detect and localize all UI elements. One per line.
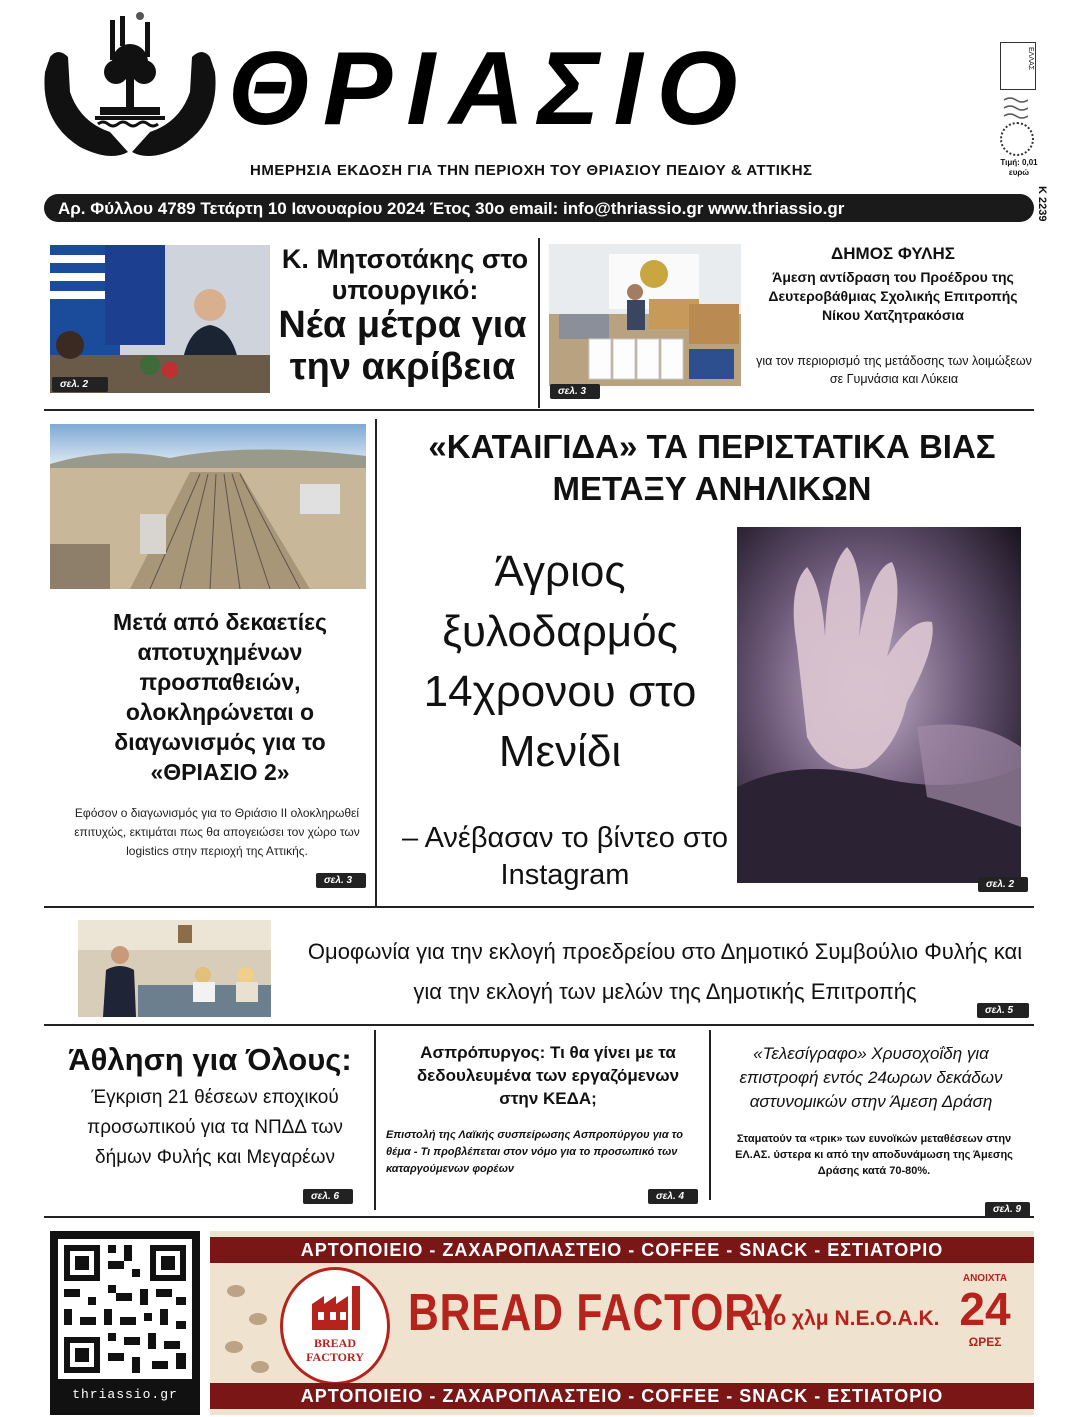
sports-headline[interactable]: Άθληση για Όλους: [68,1042,352,1077]
qr-code-icon [58,1239,192,1379]
bread-factory-ad[interactable] [210,1231,1034,1415]
aspropyrgos-body: Επιστολή της Λαϊκής συσπείρωσης Ασπροπύργου για το θέμα - Τι προβλέπεται στον νόμο για το προσωπικό των καταργούμενων φορέων [386,1129,683,1175]
thriasio-aerial-photo [50,424,366,589]
thriasio2-headline[interactable]: Μετά από δεκαετίες αποτυχημένων προσπαθειών, ολοκληρώνεται ο διαγωνισμός για το «ΘΡΙΑΣΙΟ 2» [113,609,327,785]
ad-open-top: ΑΝΟΙΧΤΑ [962,1273,1008,1284]
mitsotakis-headline-top[interactable]: Κ. Μητσοτάκης στο υπουργικό: [281,244,529,305]
fyli-headline[interactable]: Άμεση αντίδραση του Προέδρου της Δευτεροβάθμιας Σχολικής Επιτροπής Νίκου Χατζητρακόσια [768,269,1018,323]
ad-brand: BREAD FACTORY [408,1284,784,1342]
factory-building-icon [308,1282,368,1332]
page-tag-lead: σελ. 2 [978,877,1028,892]
masthead-logo [40,12,220,162]
ad-strip-top: ΑΡΤΟΠΟΙΕΙΟ - ΖΑΧΑΡΟΠΛΑΣΤΕΙΟ - COFFEE - SNACK - ΕΣΤΙΑΤΟΡΙΟ [210,1237,1034,1263]
mitsotakis-photo [50,245,270,393]
sports-body: Έγκριση 21 θέσεων εποχικού προσωπικού για τα ΝΠΔΔ των δήμων Φυλής και Μεγαρέων [87,1087,343,1168]
qr-block[interactable] [50,1231,200,1415]
qr-label[interactable]: thriassio.gr [72,1387,178,1402]
divider-row1-bottom [44,409,1034,411]
ad-open-bottom: ΩΡΕΣ [968,1335,1002,1349]
logo-line1: BREAD [313,1336,356,1350]
council-photo [78,920,271,1017]
page-tag-thriasio2: σελ. 3 [316,873,366,888]
hands-tree-icon [40,12,220,162]
issue-code: Κ 2239 [1036,186,1048,222]
lead-subdeck: – Ανέβασαν το βίντεο στο Instagram [402,822,728,891]
divider-row4-bottom [44,1216,1034,1218]
page-tag-police: σελ. 9 [985,1202,1030,1217]
price-label: Τιμή: 0,01 ευρώ [1000,158,1038,177]
fyli-photo [549,244,741,386]
council-text[interactable]: Ομοφωνία για την εκλογή προεδρείου στο Δημοτικό Συμβούλιο Φυλής και για την εκλογή των μελών της Δημοτικής Επιτροπής [307,939,1023,1004]
bread-factory-logo [280,1267,390,1385]
coffee-beans-icon [218,1271,278,1381]
postage-stamp [1000,42,1036,90]
masthead-subtitle: ΗΜΕΡΗΣΙΑ ΕΚΔΟΣΗ ΓΙΑ ΤΗΝ ΠΕΡΙΟΧΗ ΤΟΥ ΘΡΙΑΣΙΟΥ ΠΕΔΙΟΥ & ΑΤΤΙΚΗΣ [250,162,813,179]
ad-open-num: 24 [959,1283,1011,1335]
page-tag-fyli: σελ. 3 [550,384,600,399]
fyli-body: για τον περιορισμό της μετάδοσης των λοιμώξεων σε Γυμνάσια και Λύκεια [756,354,1032,386]
thriasio2-body: Εφόσον ο διαγωνισμός για το Θριάσιο ΙΙ ολοκληρωθεί επιτυχώς, εκτιμάται πως θα απογειώσει τον χώρο των logistics στην περιοχή της Αττικής. [74,806,360,858]
police-body: Σταματούν τα «τρικ» των ευνοϊκών μεταθέσεων στην ΕΛ.ΑΣ. ύστερα κι από την αποδυνάμωση της Άμεσης Δράσης κατά 70-80%. [735,1133,1013,1177]
mitsotakis-headline-main[interactable]: Νέα μέτρα για την ακρίβεια [278,304,527,388]
aspropyrgos-headline[interactable]: Ασπρόπυργος: Τι θα γίνει με τα δεδουλευμένα των εργαζόμενων στην ΚΕΔΑ; [416,1043,680,1108]
divider-row4-a [374,1030,376,1210]
fyli-kicker: ΔΗΜΟΣ ΦΥΛΗΣ [831,244,955,263]
police-headline[interactable]: «Τελεσίγραφο» Χρυσοχοΐδη για επιστροφή εντός 24ωρων δεκάδων αστυνομικών στην Άμεση Δράση [739,1044,1003,1111]
page-tag-sports: σελ. 6 [303,1189,353,1204]
masthead-title: ΘΡΙΑΣΙΟ [228,31,752,147]
divider-row1 [538,238,540,408]
lead-headline[interactable]: «ΚΑΤΑΙΓΙΔΑ» ΤΑ ΠΕΡΙΣΤΑΤΙΚΑ ΒΙΑΣ ΜΕΤΑΞΥ ΑΝΗΛΙΚΩΝ [428,428,996,507]
ad-strip-bottom: ΑΡΤΟΠΟΙΕΙΟ - ΖΑΧΑΡΟΠΛΑΣΤΕΙΟ - COFFEE - SNACK - ΕΣΤΙΑΤΟΡΙΟ [210,1383,1034,1409]
logo-line2: FACTORY [306,1350,364,1364]
page-tag-mitsotakis: σελ. 2 [52,377,108,392]
lead-deck[interactable]: Άγριος ξυλοδαρμός 14χρονου στο Μενίδι [423,547,697,776]
page-tag-council: σελ. 5 [977,1003,1029,1018]
ad-location: 17ο χλμ Ν.Ε.Ο.Α.Κ. [750,1307,940,1330]
seal-icon [1000,122,1034,156]
info-bar-text: Αρ. Φύλλου 4789 Τετάρτη 10 Ιανουαρίου 2024 Έτος 30ο email: info@thriassio.gr www.thriassio.gr [58,199,845,218]
violence-hand-photo [737,527,1021,883]
page-tag-aspropyrgos: σελ. 4 [648,1189,698,1204]
divider-row3-bottom [44,1024,1034,1026]
divider-row2-bottom [44,906,1034,908]
postage-wave-icon [1002,94,1032,124]
divider-row2 [375,419,377,906]
stamp-text: ΕΛΛΑΣ [1027,47,1034,71]
divider-row4-b [709,1030,711,1200]
